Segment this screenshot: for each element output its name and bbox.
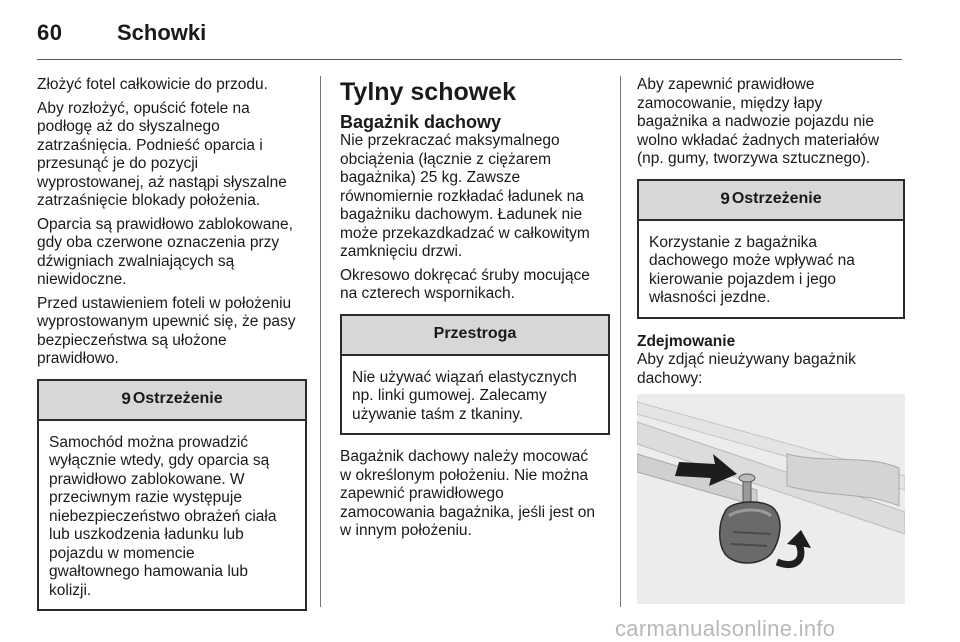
paragraph: Oparcia są prawidłowo zablokowane, gdy oba czerwone oznaczenia przy dźwigniach zwalniających są niewidoczne.	[37, 215, 293, 288]
paragraph: Złożyć fotel całkowicie do przodu.	[37, 76, 268, 93]
warning-text: Samochód można prowadzić wyłącznie wtedy, gdy oparcia są prawidłowo zablokowane. W przeciwnym razie występuje niebezpieczeństwo obrażeń ciała lub uszkodzenia ładunku lub pojazdu w momencie gwałtownego hamowania lub kolizji.	[49, 433, 277, 599]
watermark: carmanualsonline.info	[615, 616, 836, 641]
column-divider-1	[320, 76, 321, 607]
section-heading: Tylny schowek	[340, 78, 516, 106]
column-2	[340, 76, 610, 546]
column-3	[637, 76, 905, 604]
caution-title: Przestroga	[433, 325, 517, 343]
caution-text: Nie używać wiązań elastycznych np. linki gumowej. Zalecamy używanie taśm z tkaniny.	[352, 368, 577, 423]
paragraph: Bagażnik dachowy należy mocować w określonym położeniu. Nie można zapewnić prawidłowego zamocowania bagażnika, jeśli jest on w innym położeniu.	[340, 448, 596, 539]
subsection-heading: Bagażnik dachowy	[340, 112, 502, 132]
page-number: 60	[37, 20, 63, 45]
roof-rack-illustration	[637, 394, 905, 604]
warning-icon: 9	[121, 389, 131, 409]
page-title: Schowki	[117, 20, 207, 45]
removal-heading: Zdejmowanie	[637, 332, 736, 350]
paragraph: Nie przekraczać maksymalnego obciążenia (łącznie z ciężarem bagażnika) 25 kg. Zawsze równomiernie rozkładać ładunek na bagażniku dachowym. Ładunek nie może przekazdkadzać w całkowitym zamknięciu drzwi.	[340, 132, 590, 260]
caution-box	[340, 314, 610, 436]
caution-box-header	[342, 316, 608, 356]
warning-icon: 9	[720, 189, 730, 209]
paragraph: Przed ustawieniem foteli w położeniu wyprostowanym upewnić się, że pasy bezpieczeństwa są ułożone prawidłowo.	[37, 294, 296, 367]
paragraph: Aby zdjąć nieużywany bagażnik dachowy:	[637, 351, 856, 387]
paragraph: Aby rozłożyć, opuścić fotele na podłogę aż do słyszalnego zatrzaśnięcia. Podnieść oparcia i przesunąć je do pozycji wyprostowanej, aż nastąpi słyszalne zatrzaśnięcie blokady położenia.	[37, 99, 287, 209]
paragraph: Okresowo dokręcać śruby mocujące na czterech wspornikach.	[340, 266, 590, 302]
warning-title: Ostrzeżenie	[731, 190, 822, 208]
paragraph: Aby zapewnić prawidłowe zamocowanie, między łapy bagażnika a nadwozie pojazdu nie wolno wkładać żadnych materiałów (np. gumy, tworzywa sztucznego).	[637, 76, 880, 167]
warning-box	[37, 379, 307, 612]
warning-box-header	[639, 181, 903, 221]
header-rule	[37, 59, 902, 60]
column-divider-2	[620, 76, 621, 607]
column-1	[37, 76, 307, 611]
warning-box	[637, 179, 905, 319]
warning-title: Ostrzeżenie	[132, 390, 223, 408]
warning-box-header	[39, 381, 305, 421]
warning-text: Korzystanie z bagażnika dachowego może wpływać na kierowanie pojazdem i jego własności jezdne.	[649, 233, 855, 306]
